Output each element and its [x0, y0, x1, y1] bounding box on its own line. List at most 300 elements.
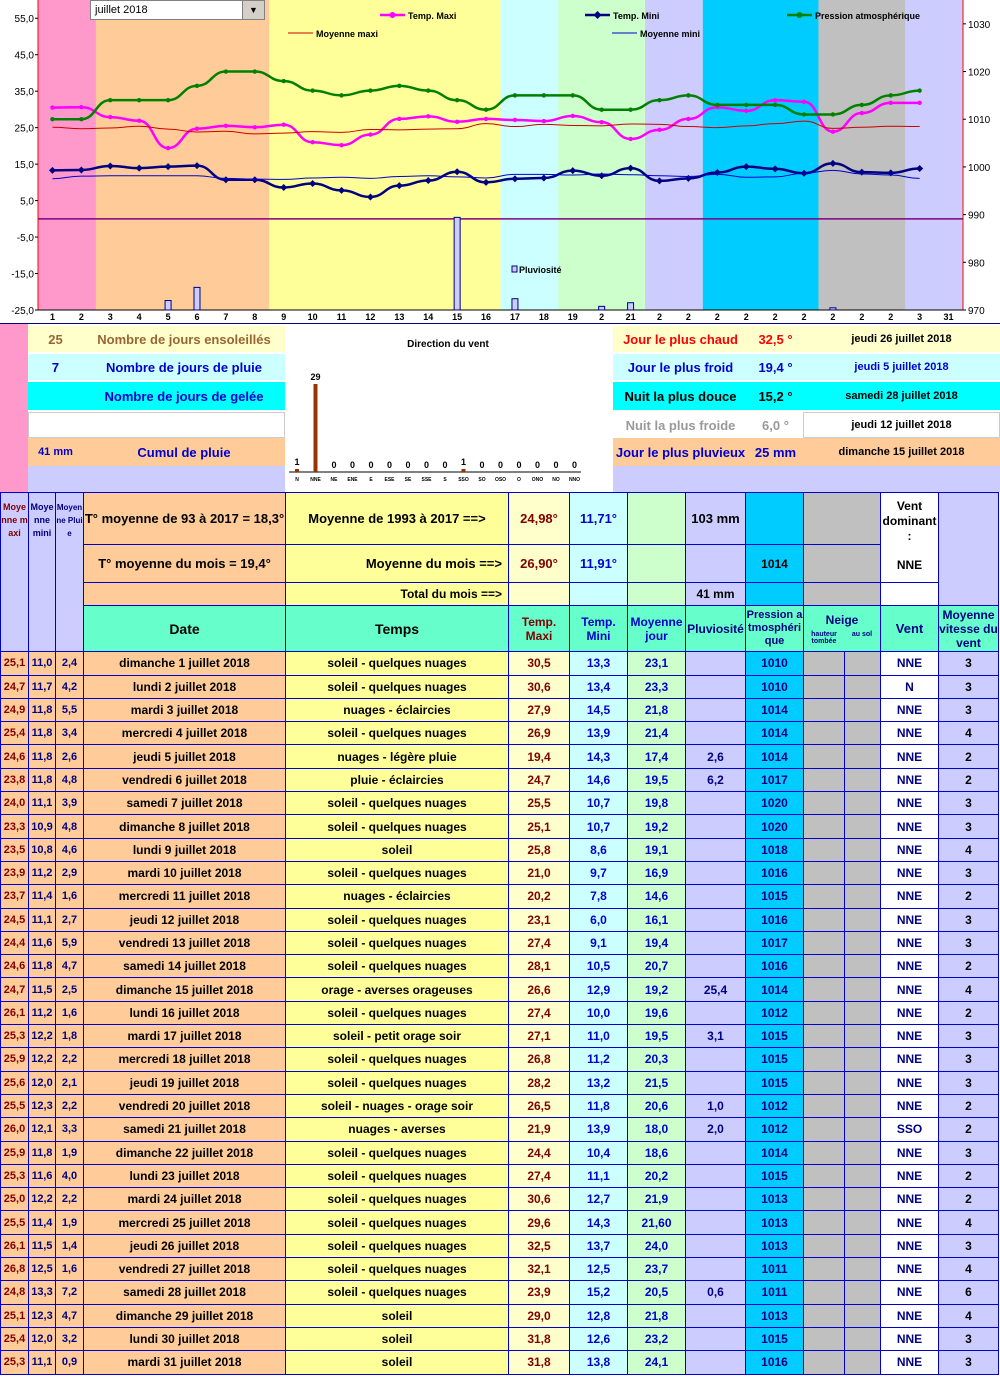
- cell-pression: 1016: [746, 861, 804, 884]
- total-mini: [570, 583, 628, 606]
- cell-pluviosite: [686, 792, 746, 815]
- table-row: [1, 1258, 999, 1281]
- cell-moy-pluie: 2,1: [56, 1071, 84, 1094]
- cell-vitesse: 2: [939, 1164, 999, 1187]
- cell-neige-sol: [845, 745, 881, 768]
- cell-pression: 1014: [746, 745, 804, 768]
- cell-neige-sol: [845, 815, 881, 838]
- cell-temp-mini: 10,0: [570, 1001, 628, 1024]
- cell-date: vendredi 13 juillet 2018: [84, 931, 286, 954]
- chart-day-band: [269, 0, 298, 310]
- wind-count-label: 1: [294, 456, 300, 467]
- table-row: [1, 722, 999, 745]
- cell-vent: NNE: [881, 652, 939, 675]
- chart-day-band: [934, 0, 963, 310]
- x-tick-label: 12: [365, 312, 376, 322]
- cell-moy-pluie: 1,6: [56, 1258, 84, 1281]
- cell-pression: 1017: [746, 931, 804, 954]
- chevron-down-icon[interactable]: ▼: [242, 1, 264, 19]
- summary-bottom-band: [28, 466, 285, 492]
- record-rainiest-value: 25 mm: [748, 438, 803, 466]
- daily-table-area: [0, 492, 1000, 1377]
- cell-vitesse: 2: [939, 1001, 999, 1024]
- cell-moyenne-jour: 21,8: [628, 1304, 686, 1327]
- col-moy-maxi-header: [1, 493, 29, 652]
- col-neige-header: [804, 606, 881, 652]
- cell-moy-pluie: 2,9: [56, 861, 84, 884]
- chart-day-band: [67, 0, 96, 310]
- cell-temp-mini: 12,5: [570, 1258, 628, 1281]
- cell-moyenne-jour: 20,3: [628, 1048, 686, 1071]
- cell-pression: 1016: [746, 908, 804, 931]
- cell-date: vendredi 27 juillet 2018: [84, 1258, 286, 1281]
- cell-moy-pluie: 2,2: [56, 1188, 84, 1211]
- chart-day-band: [587, 0, 616, 310]
- cell-pression: 1012: [746, 1118, 804, 1141]
- chart-day-band: [414, 0, 443, 310]
- cell-vent: NNE: [881, 1164, 939, 1187]
- cell-vent: NNE: [881, 955, 939, 978]
- table-row: [1, 698, 999, 721]
- vitesse-header-blank: [939, 493, 999, 606]
- chart-day-band: [327, 0, 356, 310]
- chart-day-band: [905, 0, 934, 310]
- series-point: [282, 123, 286, 127]
- rain-bar: [512, 299, 518, 310]
- cell-temp-maxi: 24,4: [509, 1141, 570, 1164]
- cell-temp-maxi: 31,8: [509, 1351, 570, 1374]
- cell-vitesse: 3: [939, 1327, 999, 1350]
- cell-neige-sol: [845, 652, 881, 675]
- cell-pluviosite: [686, 1048, 746, 1071]
- series-point: [397, 84, 401, 88]
- series-point: [195, 127, 199, 131]
- cell-temps: soleil - quelques nuages: [286, 1188, 509, 1211]
- cell-date: lundi 2 juillet 2018: [84, 675, 286, 698]
- cell-vent: NNE: [881, 1304, 939, 1327]
- series-point: [455, 120, 459, 124]
- cell-moy-maxi: 23,5: [1, 838, 29, 861]
- cell-moy-maxi: 25,3: [1, 1351, 29, 1374]
- cell-moy-mini: 12,0: [29, 1071, 56, 1094]
- wind-direction-label: NNO: [568, 477, 581, 483]
- cell-pression: 1014: [746, 1141, 804, 1164]
- weather-chart: [0, 0, 1000, 324]
- table-row: [1, 1327, 999, 1350]
- cell-pluviosite: [686, 931, 746, 954]
- cell-neige-hauteur: [804, 1164, 845, 1187]
- cell-temp-maxi: 27,9: [509, 698, 570, 721]
- summary-empty-row: [28, 412, 285, 438]
- table-row: [1, 1118, 999, 1141]
- moy-1993-pression: [746, 493, 804, 545]
- cell-neige-hauteur: [804, 1094, 845, 1117]
- cell-temp-maxi: 27,1: [509, 1025, 570, 1048]
- cell-neige-hauteur: [804, 698, 845, 721]
- col-moy-mini-header: [29, 493, 56, 652]
- cell-temp-mini: 14,3: [570, 745, 628, 768]
- cell-moy-maxi: 23,7: [1, 885, 29, 908]
- wind-direction-label: S: [443, 477, 447, 483]
- cell-vent: NNE: [881, 1211, 939, 1234]
- cell-pression: 1016: [746, 1351, 804, 1374]
- cell-neige-hauteur: [804, 1327, 845, 1350]
- cell-moy-maxi: 23,3: [1, 815, 29, 838]
- cell-moy-mini: 11,8: [29, 722, 56, 745]
- record-hottest-value: 32,5 °: [748, 326, 803, 352]
- cell-moy-pluie: 1,6: [56, 1001, 84, 1024]
- cell-date: jeudi 5 juillet 2018: [84, 745, 286, 768]
- cell-moy-pluie: 2,4: [56, 652, 84, 675]
- cell-moy-mini: 11,1: [29, 1351, 56, 1374]
- cell-neige-hauteur: [804, 1258, 845, 1281]
- x-tick-label: 18: [538, 312, 549, 322]
- cell-neige-hauteur: [804, 861, 845, 884]
- cell-temp-maxi: 30,5: [509, 652, 570, 675]
- x-tick-label: 2: [801, 312, 807, 322]
- x-tick-label: 21: [625, 312, 636, 322]
- cell-temps: soleil - quelques nuages: [286, 1164, 509, 1187]
- cell-neige-sol: [845, 1327, 881, 1350]
- cell-temps: soleil - nuages - orage soir: [286, 1094, 509, 1117]
- cell-moy-mini: 11,5: [29, 1234, 56, 1257]
- cell-vent: NNE: [881, 1351, 939, 1374]
- table-row: [1, 1351, 999, 1374]
- cell-vitesse: 4: [939, 1211, 999, 1234]
- cell-vitesse: 2: [939, 955, 999, 978]
- series-point: [108, 98, 112, 102]
- table-row: [1, 931, 999, 954]
- col-mini-header: Temp. Mini: [570, 606, 628, 652]
- cell-moy-maxi: 24,5: [1, 908, 29, 931]
- cell-date: mercredi 11 juillet 2018: [84, 885, 286, 908]
- cell-temp-mini: 13,4: [570, 675, 628, 698]
- cell-temp-mini: 9,1: [570, 931, 628, 954]
- cell-moy-mini: 12,3: [29, 1094, 56, 1117]
- series-point: [426, 114, 430, 118]
- cell-temps: soleil - quelques nuages: [286, 1281, 509, 1304]
- cell-neige-hauteur: [804, 745, 845, 768]
- x-tick-label: 4: [136, 312, 142, 322]
- x-tick-label: 2: [714, 312, 720, 322]
- col-vitesse-header: Moyenne vitesse du vent: [939, 607, 998, 650]
- series-point: [484, 107, 488, 111]
- table-row: [1, 861, 999, 884]
- cell-temps: soleil - quelques nuages: [286, 1048, 509, 1071]
- cell-temp-mini: 9,7: [570, 861, 628, 884]
- cell-moy-maxi: 25,1: [1, 1304, 29, 1327]
- chart-day-band: [558, 0, 587, 310]
- cell-neige-hauteur: [804, 978, 845, 1001]
- cell-vitesse: 2: [939, 1118, 999, 1141]
- series-point: [108, 115, 112, 119]
- cell-vitesse: 3: [939, 1048, 999, 1071]
- cell-pression: 1015: [746, 1327, 804, 1350]
- chart-day-band: [761, 0, 790, 310]
- series-point: [253, 69, 257, 73]
- cell-moy-maxi: 26,0: [1, 1118, 29, 1141]
- table-row: [1, 908, 999, 931]
- col-moyenne-header: Moyenne jour: [628, 606, 686, 652]
- cell-temps: soleil - quelques nuages: [286, 792, 509, 815]
- cell-temps: soleil: [286, 1304, 509, 1327]
- table-row: [1, 1001, 999, 1024]
- cell-temp-maxi: 27,4: [509, 931, 570, 954]
- cell-neige-hauteur: [804, 1351, 845, 1374]
- cell-moy-mini: 11,5: [29, 978, 56, 1001]
- series-point: [686, 93, 690, 97]
- cell-neige-hauteur: [804, 792, 845, 815]
- table-row: [1, 1304, 999, 1327]
- chart-day-band: [96, 0, 125, 310]
- cell-moyenne-jour: 20,2: [628, 1164, 686, 1187]
- cell-temp-mini: 15,2: [570, 1281, 628, 1304]
- record-mildest-night-date: samedi 28 juillet 2018: [803, 382, 1000, 410]
- cell-vitesse: 2: [939, 768, 999, 791]
- cell-temp-mini: 11,8: [570, 1094, 628, 1117]
- series-point: [628, 137, 632, 141]
- series-point: [628, 107, 632, 111]
- table-row: [1, 1188, 999, 1211]
- wind-bar: [462, 469, 466, 472]
- cell-moy-pluie: 4,8: [56, 768, 84, 791]
- cell-neige-sol: [845, 1025, 881, 1048]
- cell-neige-sol: [845, 955, 881, 978]
- cell-temps: nuages - éclaircies: [286, 698, 509, 721]
- cell-moy-mini: 13,3: [29, 1281, 56, 1304]
- y2-tick-label: 1020: [968, 67, 991, 79]
- rain-total-label: Cumul de pluie: [83, 438, 285, 466]
- cell-date: dimanche 22 juillet 2018: [84, 1141, 286, 1164]
- cell-moyenne-jour: 19,6: [628, 1001, 686, 1024]
- wind-count-label: 1: [460, 456, 467, 467]
- cell-neige-hauteur: [804, 1118, 845, 1141]
- cell-date: mardi 3 juillet 2018: [84, 698, 286, 721]
- cell-neige-hauteur: [804, 1234, 845, 1257]
- cell-moy-maxi: 25,6: [1, 1071, 29, 1094]
- cell-neige-sol: [845, 675, 881, 698]
- cell-moy-mini: 11,2: [29, 861, 56, 884]
- cell-temps: soleil - quelques nuages: [286, 815, 509, 838]
- cell-moy-pluie: 3,9: [56, 792, 84, 815]
- rain-days-value: 7: [28, 354, 83, 380]
- cell-moy-mini: 11,7: [29, 675, 56, 698]
- cell-neige-hauteur: [804, 885, 845, 908]
- chart-day-band: [38, 0, 67, 310]
- cell-moy-pluie: 1,8: [56, 1025, 84, 1048]
- cell-vent: N: [881, 675, 939, 698]
- cell-pression: 1011: [746, 1281, 804, 1304]
- cell-moy-pluie: 4,7: [56, 955, 84, 978]
- series-point: [368, 88, 372, 92]
- cell-moy-maxi: 24,0: [1, 792, 29, 815]
- cell-temp-maxi: 32,1: [509, 1258, 570, 1281]
- series-point: [426, 88, 430, 92]
- cell-moy-mini: 11,6: [29, 931, 56, 954]
- y-tick-label: 5,0: [20, 196, 34, 208]
- cell-pression: 1015: [746, 1071, 804, 1094]
- series-point: [50, 105, 54, 109]
- table-row: [1, 838, 999, 861]
- series-point: [513, 93, 517, 97]
- legend-label: Moyenne maxi: [316, 29, 379, 39]
- moy-1993-maxi: 24,98°: [509, 493, 570, 545]
- cell-date: jeudi 19 juillet 2018: [84, 1071, 286, 1094]
- cell-vent: NNE: [881, 1234, 939, 1257]
- chart-day-band: [385, 0, 414, 310]
- cell-moy-mini: 12,1: [29, 1118, 56, 1141]
- cell-pression: 1013: [746, 1304, 804, 1327]
- cell-temp-mini: 10,4: [570, 1141, 628, 1164]
- record-coldest-label: Jour le plus froid: [613, 354, 748, 380]
- record-coldest-value: 19,4 °: [748, 354, 803, 380]
- chart-day-band: [790, 0, 819, 310]
- x-tick-label: 16: [481, 312, 492, 322]
- cell-date: mardi 24 juillet 2018: [84, 1188, 286, 1211]
- cell-moy-maxi: 24,4: [1, 931, 29, 954]
- table-row: [1, 1234, 999, 1257]
- cell-vitesse: 4: [939, 838, 999, 861]
- cell-moy-mini: 12,0: [29, 1327, 56, 1350]
- series-point: [397, 117, 401, 121]
- wind-direction-label: O: [517, 477, 521, 483]
- month-select-value: juillet 2018: [95, 4, 148, 16]
- record-hottest-date: jeudi 26 juillet 2018: [803, 326, 1000, 352]
- cell-temps: soleil - quelques nuages: [286, 1141, 509, 1164]
- cell-moy-mini: 10,8: [29, 838, 56, 861]
- wind-direction-label: NNE: [310, 477, 321, 483]
- cell-moy-mini: 11,8: [29, 698, 56, 721]
- x-tick-label: 8: [252, 312, 258, 322]
- cell-neige-hauteur: [804, 1141, 845, 1164]
- cell-vitesse: 4: [939, 1258, 999, 1281]
- x-tick-label: 2: [888, 312, 894, 322]
- wind-direction-label: N: [295, 477, 299, 483]
- cell-moyenne-jour: 16,1: [628, 908, 686, 931]
- cell-temp-mini: 13,9: [570, 722, 628, 745]
- cell-temps: nuages - averses: [286, 1118, 509, 1141]
- table-row: [1, 955, 999, 978]
- cell-temp-mini: 13,7: [570, 1234, 628, 1257]
- records-bottom-band: [613, 466, 1000, 492]
- series-point: [571, 93, 575, 97]
- cell-temps: orage - averses orageuses: [286, 978, 509, 1001]
- series-point: [599, 107, 603, 111]
- cell-neige-hauteur: [804, 838, 845, 861]
- cell-vitesse: 3: [939, 931, 999, 954]
- cell-temp-mini: 11,0: [570, 1025, 628, 1048]
- wind-direction-label: ONO: [531, 477, 544, 483]
- y2-tick-label: 980: [968, 258, 985, 270]
- cell-vent: NNE: [881, 978, 939, 1001]
- wind-direction-chart: [285, 332, 613, 492]
- col-maxi-header: Temp. Maxi: [509, 606, 570, 652]
- cell-moy-maxi: 24,6: [1, 745, 29, 768]
- cell-temps: soleil - quelques nuages: [286, 1258, 509, 1281]
- series-point: [657, 128, 661, 132]
- cell-temp-mini: 12,9: [570, 978, 628, 1001]
- cell-vent: NNE: [881, 1141, 939, 1164]
- wind-count-label: 0: [479, 460, 485, 470]
- cell-pluviosite: [686, 1071, 746, 1094]
- table-row: [1, 815, 999, 838]
- cell-moy-maxi: 25,3: [1, 1025, 29, 1048]
- wind-bar: [314, 384, 318, 472]
- series-point: [686, 117, 690, 121]
- record-hottest-label: Jour le plus chaud: [613, 326, 748, 352]
- x-tick-label: 3: [107, 312, 113, 322]
- cell-pression: 1015: [746, 885, 804, 908]
- cell-pression: 1013: [746, 1211, 804, 1234]
- cell-moy-pluie: 7,2: [56, 1281, 84, 1304]
- cell-vent: NNE: [881, 792, 939, 815]
- cell-temps: nuages - éclaircies: [286, 885, 509, 908]
- cell-temp-maxi: 21,9: [509, 1118, 570, 1141]
- wind-direction-label: ESE: [384, 477, 395, 483]
- col-moy-pluie-header: [56, 493, 84, 652]
- cell-pluviosite: [686, 1304, 746, 1327]
- cell-neige-sol: [845, 1118, 881, 1141]
- col-temps-header: Temps: [286, 606, 509, 652]
- cell-date: mardi 17 juillet 2018: [84, 1025, 286, 1048]
- series-point: [860, 103, 864, 107]
- weather-chart-svg: [0, 0, 1000, 324]
- cell-pression: 1020: [746, 792, 804, 815]
- cell-moy-pluie: 3,4: [56, 722, 84, 745]
- cell-vent: NNE: [881, 908, 939, 931]
- cell-moyenne-jour: 18,0: [628, 1118, 686, 1141]
- cell-neige-sol: [845, 1164, 881, 1187]
- cell-vent: NNE: [881, 698, 939, 721]
- cell-temp-maxi: 25,8: [509, 838, 570, 861]
- wind-count-label: 0: [497, 460, 504, 470]
- cell-moyenne-jour: 23,1: [628, 652, 686, 675]
- table-row: [1, 1025, 999, 1048]
- cell-vent: NNE: [881, 861, 939, 884]
- cell-neige-sol: [845, 908, 881, 931]
- cell-moy-mini: 11,8: [29, 745, 56, 768]
- cell-pluviosite: 25,4: [686, 978, 746, 1001]
- cell-temp-maxi: 26,5: [509, 1094, 570, 1117]
- cell-moy-maxi: 25,4: [1, 1327, 29, 1350]
- series-point: [802, 112, 806, 116]
- summary-panel: [0, 324, 1000, 492]
- cell-temp-mini: 13,8: [570, 1351, 628, 1374]
- series-point: [571, 114, 575, 118]
- month-select[interactable]: [90, 0, 265, 20]
- y-tick-label: -5,0: [16, 233, 34, 245]
- cell-temp-maxi: 26,9: [509, 722, 570, 745]
- cell-moy-maxi: 23,9: [1, 861, 29, 884]
- chart-day-band: [472, 0, 501, 310]
- series-point: [773, 103, 777, 107]
- moy-1993-neige: [804, 493, 881, 545]
- cell-neige-hauteur: [804, 722, 845, 745]
- x-tick-label: 7: [223, 312, 229, 322]
- table-row: [1, 1141, 999, 1164]
- frost-days-value: [28, 382, 83, 410]
- cell-moyenne-jour: 24,1: [628, 1351, 686, 1374]
- cell-neige-hauteur: [804, 1304, 845, 1327]
- cell-moy-mini: 11,8: [29, 1141, 56, 1164]
- series-point: [715, 103, 719, 107]
- cell-temp-maxi: 29,0: [509, 1304, 570, 1327]
- table-row: [1, 885, 999, 908]
- cell-temp-maxi: 24,7: [509, 768, 570, 791]
- cell-vent: NNE: [881, 1071, 939, 1094]
- cell-moyenne-jour: 21,4: [628, 722, 686, 745]
- cell-pression: 1011: [746, 1258, 804, 1281]
